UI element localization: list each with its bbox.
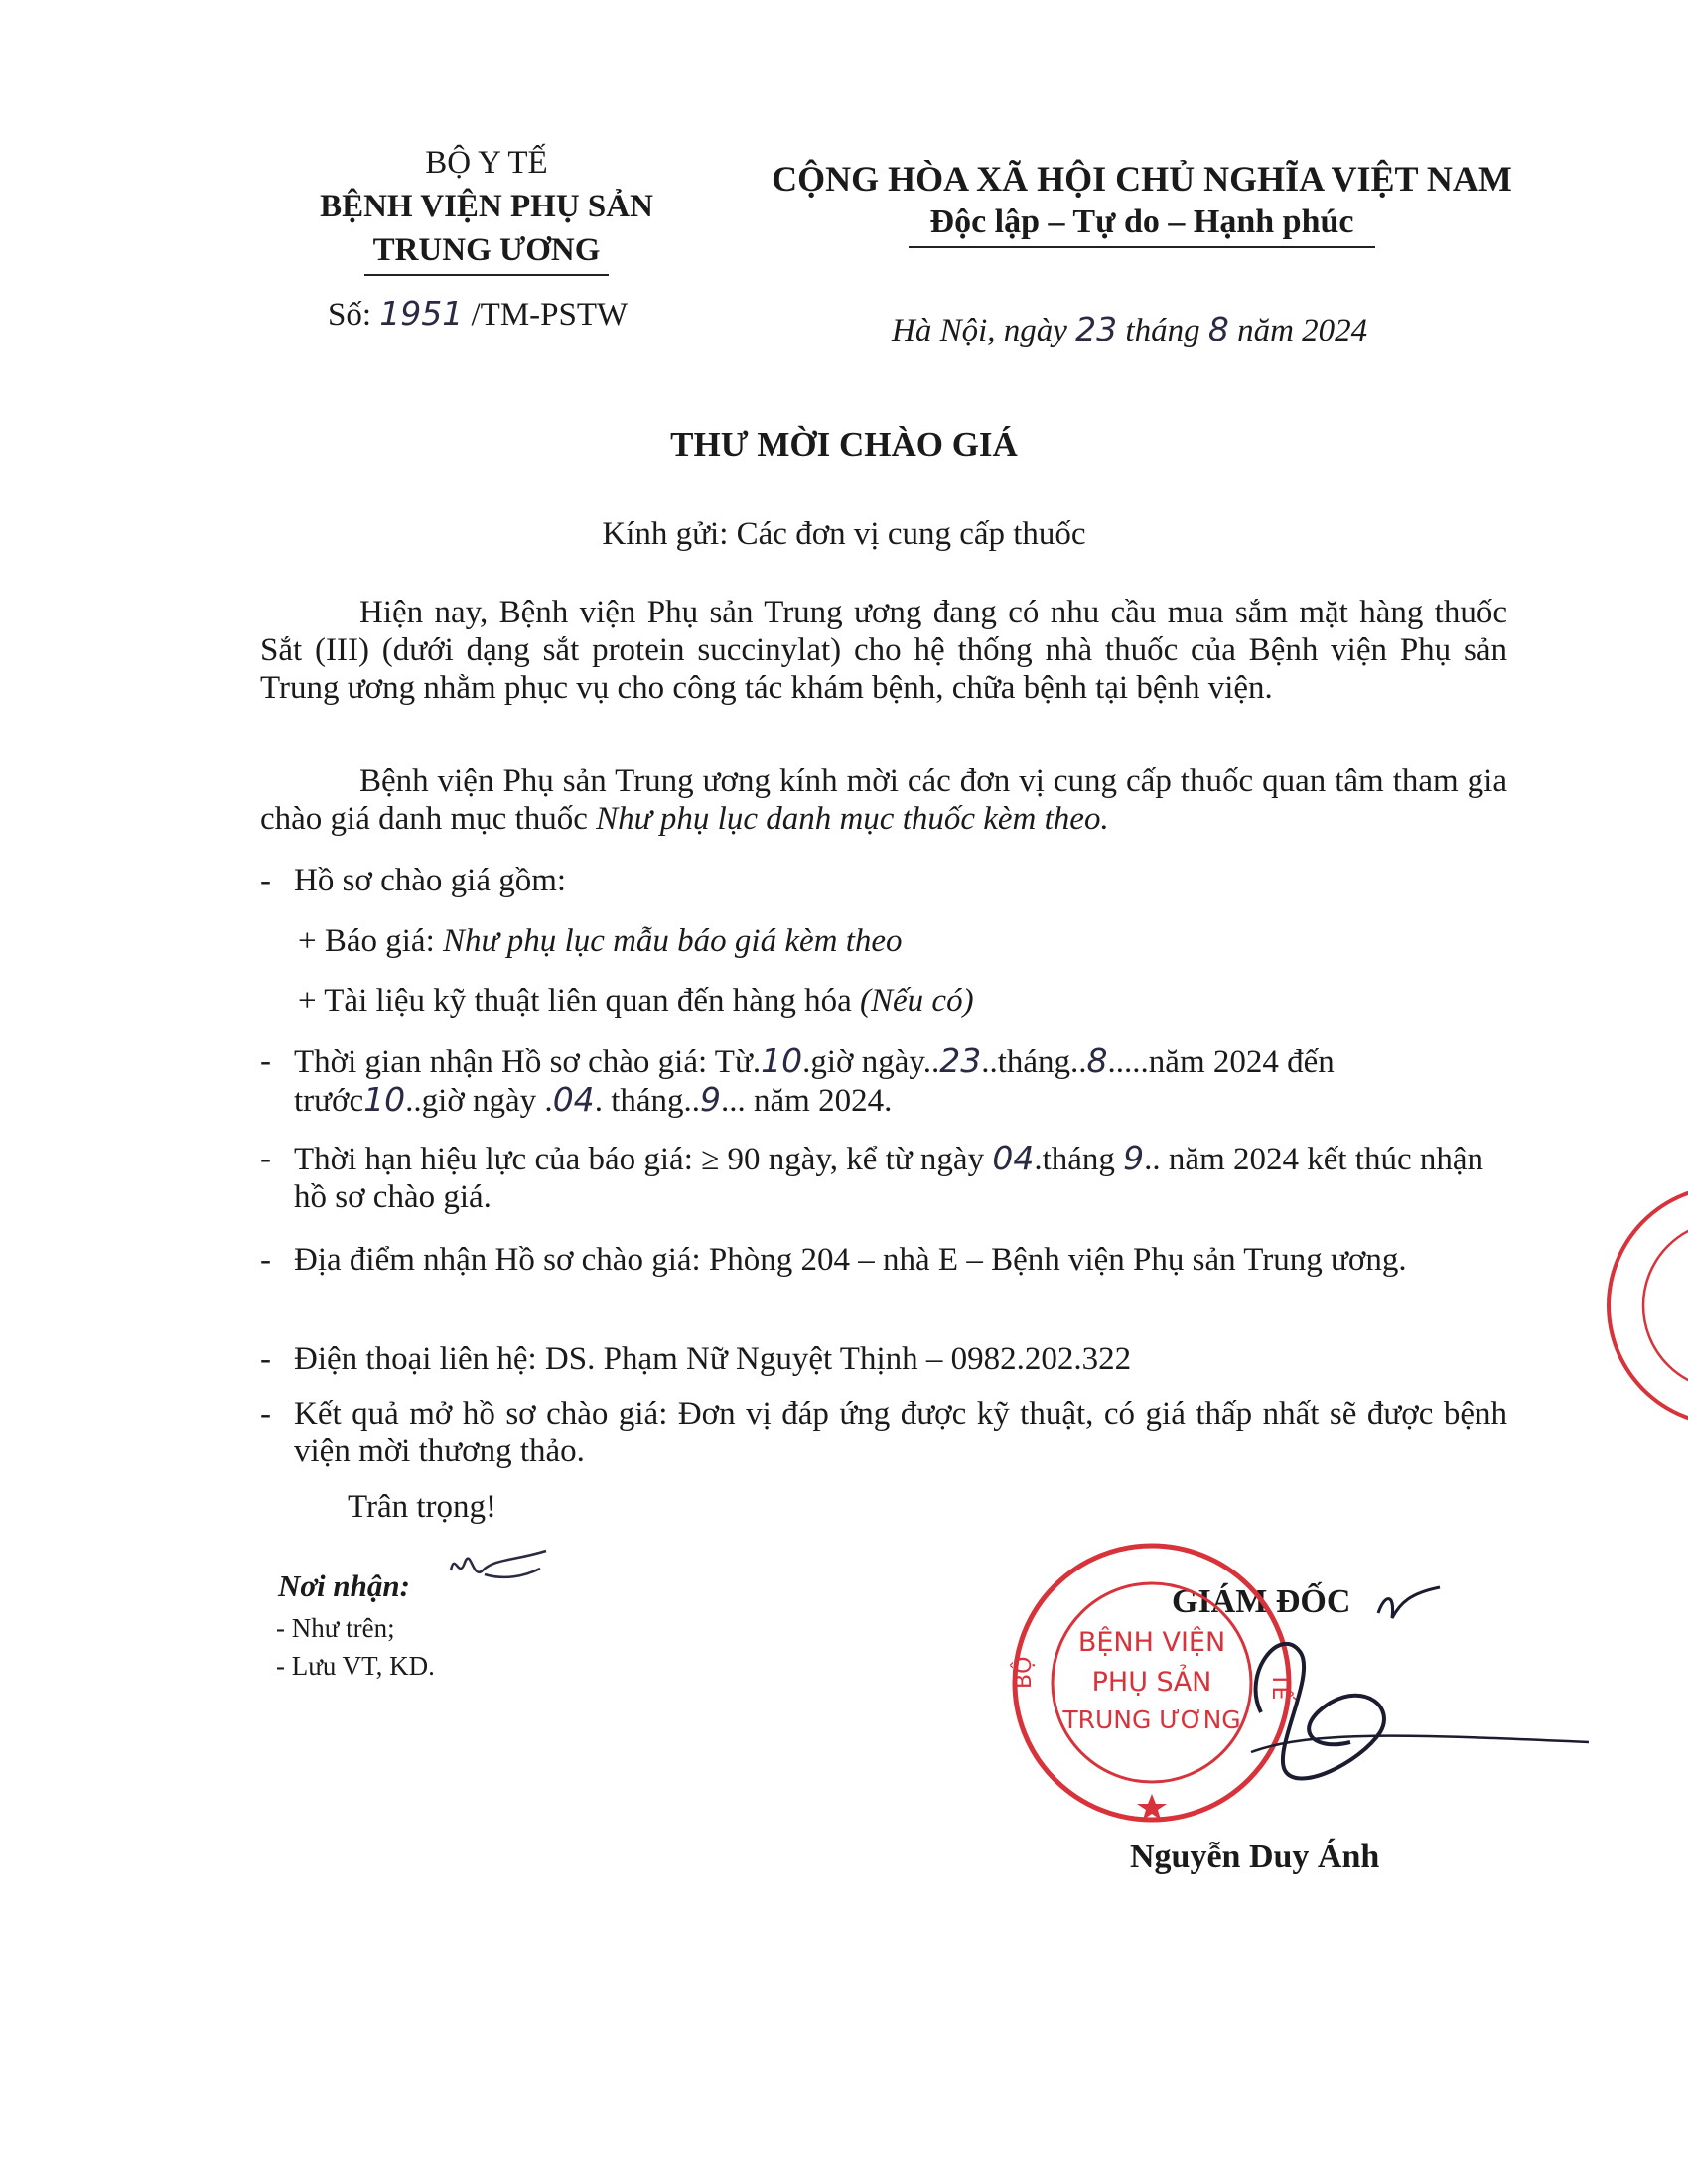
hand-day-1: 23	[939, 1041, 982, 1080]
sub1-italic: Như phụ lục mẫu báo giá kèm theo	[443, 923, 903, 959]
recipient-item-2: - Lưu VT, KD.	[276, 1651, 435, 1681]
item-result-text: Kết quả mở hồ sơ chào giá: Đơn vị đáp ứng được kỹ thuật, có giá thấp nhất sẽ được bệnh viện mời thương thảo.	[294, 1396, 1507, 1469]
invitation-italic: Như phụ lục danh mục thuốc kèm theo.	[596, 801, 1109, 837]
number-handwritten: 1951	[379, 294, 464, 333]
hand-month-1: 8	[1086, 1041, 1108, 1080]
national-heading	[715, 157, 1569, 248]
date-month: 8	[1207, 310, 1229, 348]
sub1-label: + Báo giá:	[298, 923, 435, 959]
date-year: năm 2024	[1237, 313, 1368, 348]
dash-mark: -	[260, 1341, 271, 1377]
dash-mark: -	[260, 1141, 271, 1176]
hand-hour-2: 10	[363, 1080, 406, 1119]
stamp-star-icon	[1137, 1794, 1167, 1820]
item-validity-text: Thời hạn hiệu lực của báo giá: ≥ 90 ngày, kể từ ngày 04.tháng 9.. năm 2024 kết thúc nhận hồ sơ chào giá.	[294, 1139, 1484, 1215]
hand-valid-day: 04	[992, 1139, 1035, 1177]
signatory-title: GIÁM ĐỐC	[1172, 1583, 1351, 1620]
item-result	[260, 1395, 1507, 1470]
sub2-italic: (Nếu có)	[860, 983, 974, 1019]
date-day: 23	[1075, 310, 1118, 348]
number-prefix: Số:	[328, 297, 372, 333]
item-time-text: Thời gian nhận Hồ sơ chào giá: Từ.10.giờ ngày..23..tháng..8.....năm 2024 đến trước10..giờ ngày .04. tháng..9... năm 2024.	[294, 1041, 1335, 1119]
org-name-line1: BỆNH VIỆN PHỤ SẢN	[320, 189, 653, 224]
invitation-text: Bệnh viện Phụ sản Trung ương kính mời các đơn vị cung cấp thuốc quan tâm tham gia chào giá danh mục thuốc	[260, 763, 1507, 837]
sub-item-quote	[298, 923, 903, 960]
recipients-title: Nơi nhận:	[278, 1569, 410, 1603]
item-hoso-text: Hồ sơ chào giá gồm:	[294, 863, 567, 898]
number-suffix: /TM-PSTW	[471, 297, 629, 333]
item-phone-text: Điện thoại liên hệ: DS. Phạm Nữ Nguyệt Thịnh – 0982.202.322	[294, 1341, 1132, 1377]
item-time	[260, 1042, 1507, 1120]
document-date	[892, 310, 1367, 349]
document-number	[328, 294, 628, 334]
stamp-line2: PHỤ SẢN	[1091, 1667, 1212, 1698]
document-title: THƯ MỜI CHÀO GIÁ	[670, 425, 1018, 464]
hand-day-2: 04	[552, 1080, 595, 1119]
handwritten-signature	[1112, 1564, 1609, 1792]
dash-mark: -	[260, 1242, 271, 1278]
paragraph-invitation	[260, 762, 1507, 838]
stamp-line3: TRUNG ƯƠNG	[1062, 1706, 1241, 1734]
item-place	[260, 1241, 1507, 1279]
sub2-label: + Tài liệu kỹ thuật liên quan đến hàng hóa	[298, 983, 852, 1019]
sub-item-docs	[298, 983, 974, 1020]
item-phone	[260, 1340, 1507, 1378]
date-place: Hà Nội, ngày	[892, 313, 1067, 348]
hand-month-2: 9	[700, 1080, 722, 1119]
item-place-text: Địa điểm nhận Hồ sơ chào giá: Phòng 204 – nhà E – Bệnh viện Phụ sản Trung ương.	[294, 1242, 1407, 1278]
country-name: CỘNG HÒA XÃ HỘI CHỦ NGHĨA VIỆT NAM	[772, 159, 1512, 199]
recipient-line: Kính gửi: Các đơn vị cung cấp thuốc	[602, 516, 1086, 552]
dash-mark: -	[260, 863, 271, 898]
motto: Độc lập – Tự do – Hạnh phúc	[929, 204, 1354, 240]
hand-hour-1: 10	[761, 1041, 803, 1080]
recipient-item-1: - Như trên;	[276, 1613, 395, 1643]
signatory-name: Nguyễn Duy Ánh	[1130, 1839, 1380, 1875]
ministry-name: BỘ Y TẾ	[425, 145, 548, 181]
stamp-side-right: TẾ	[1267, 1673, 1292, 1701]
stamp-side-left: BỘ	[1012, 1656, 1037, 1689]
issuer-underline	[364, 274, 609, 276]
initials-mark	[445, 1541, 554, 1600]
paragraph-intro: Hiện nay, Bệnh viện Phụ sản Trung ương đang có nhu cầu mua sắm mặt hàng thuốc Sắt (III) (dưới dạng sắt protein succinylat) cho hệ thống nhà thuốc của Bệnh viện Phụ sản Trung ương nhằm phục vụ cho công tác khám bệnh, chữa bệnh tại bệnh viện.	[260, 595, 1507, 706]
date-month-label: tháng	[1125, 313, 1200, 348]
stamp-line1: BỆNH VIỆN	[1077, 1627, 1226, 1658]
org-name-line2: TRUNG ƯƠNG	[372, 232, 601, 268]
closing-line: Trân trọng!	[348, 1489, 497, 1525]
dash-mark: -	[260, 1396, 271, 1432]
issuer-block	[258, 141, 715, 276]
item-validity	[260, 1140, 1507, 1216]
hand-valid-month: 9	[1123, 1139, 1145, 1177]
motto-underline	[909, 246, 1375, 248]
edge-stamp-fragment	[1579, 1176, 1688, 1434]
dash-mark: -	[260, 1043, 271, 1079]
item-hoso	[260, 862, 1507, 899]
